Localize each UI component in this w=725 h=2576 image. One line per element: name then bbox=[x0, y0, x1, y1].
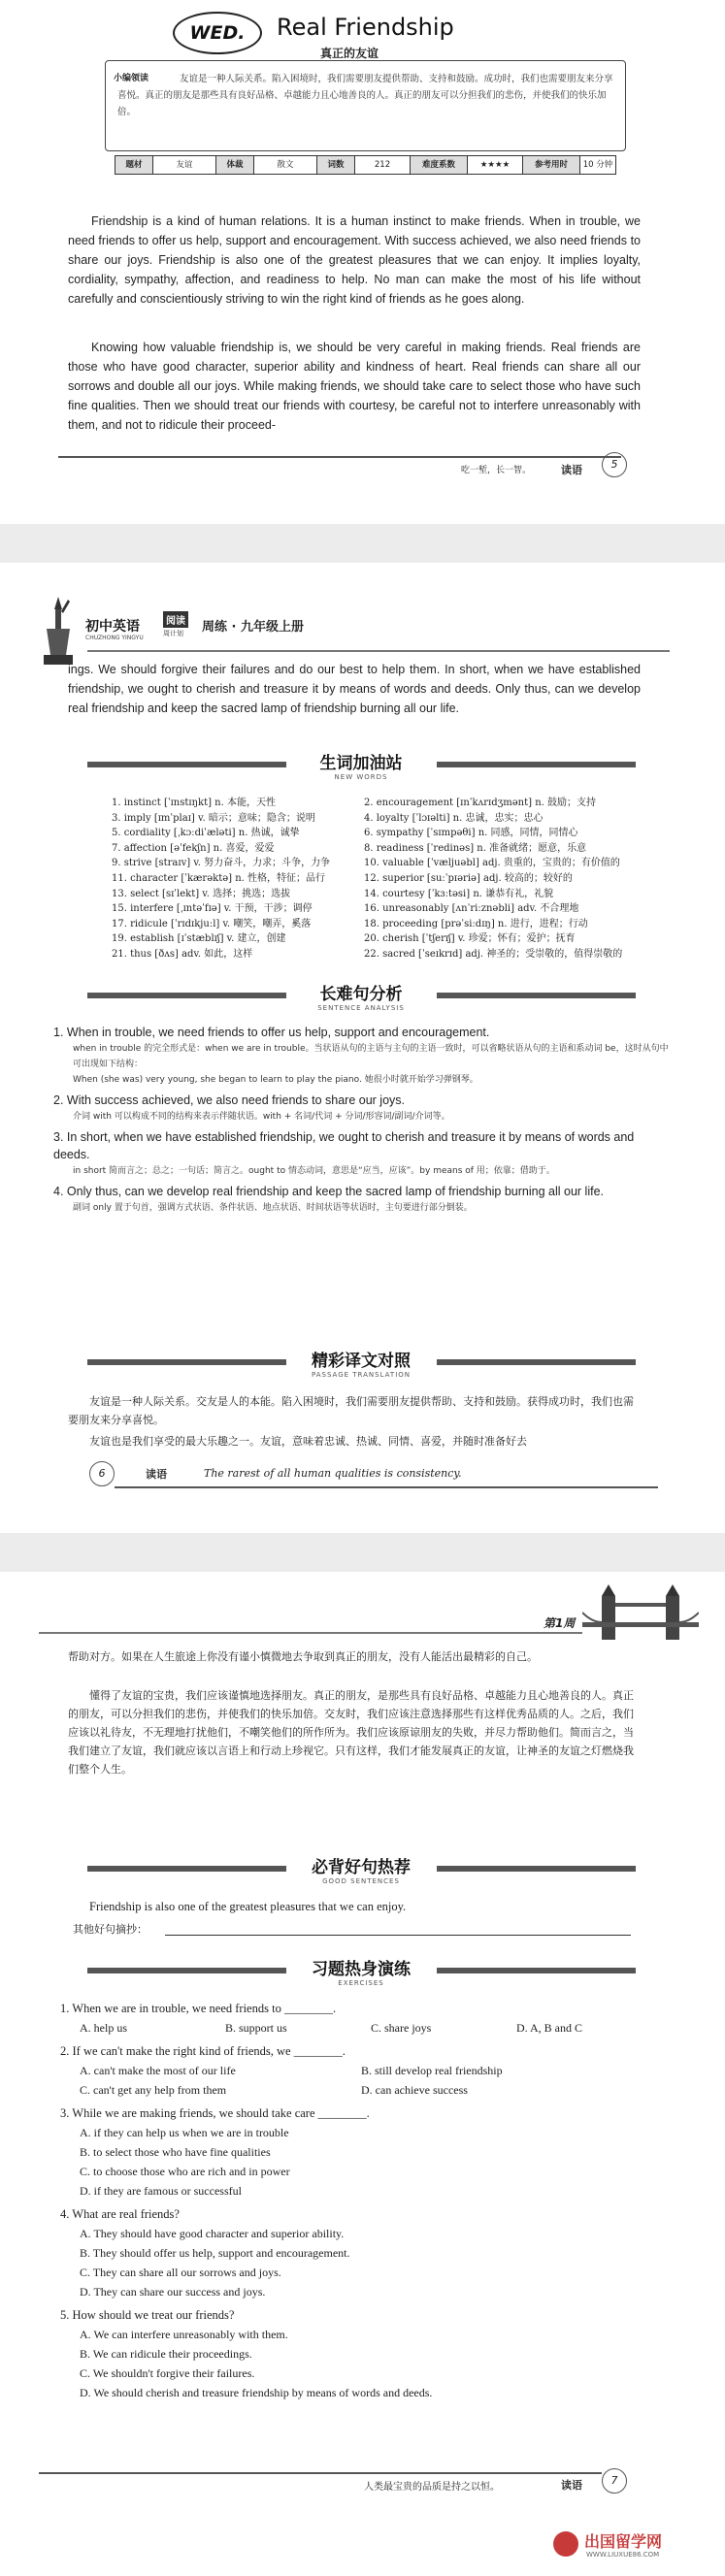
answer-option[interactable]: B. support us bbox=[225, 2021, 287, 2035]
page-3 bbox=[0, 1572, 725, 2576]
question-stem: 1. When we are in trouble, we need friends to ________. bbox=[60, 2002, 337, 2015]
info-value-genre: 散文 bbox=[253, 156, 316, 174]
answer-option[interactable]: C. They can share all our sorrows and joys. bbox=[80, 2266, 281, 2279]
good-other-line[interactable] bbox=[165, 1935, 631, 1936]
page-number bbox=[89, 1461, 115, 1486]
vocab-item: 1. instinct [ˈɪnstɪŋkt] n. 本能，天性 bbox=[112, 798, 276, 808]
footer-label: 读语 bbox=[561, 2479, 582, 2492]
vocab-item: 3. imply [ɪmˈplaɪ] v. 暗示；意味；隐含；说明 bbox=[112, 812, 315, 824]
intro-text: 友谊是一种人际关系。陷入困境时，我们需要朋友提供帮助、支持和鼓励。成功时，我们也需要朋友来分享喜悦。真正的朋友是那些具有良好品格、卓越能力且心地善良的人。真正的朋友可以分担我们的悲伤，并使我们的快乐加倍。 bbox=[117, 74, 613, 117]
article-para-1: Friendship is a kind of human relations. It is a human instinct to make friends. When in trouble, we need friends to offer us help, support and encouragement. With success achieved, we also need friends to share our joys. Friendship is also one of the greatest pleasures that we can enjoy. It implies loyalty, cordiality, sympathy, affection, and readiness to help. No man can make the most of his life without carefully and conscientiously striving to win the right kind of friends as he goes along. bbox=[68, 214, 641, 306]
footer-rule bbox=[58, 456, 621, 458]
analysis-note: in short 简而言之；总之；一句话；简言之。ought to 情态动词，意思是“应当，应该”。by means of 用；依靠；借助于。 bbox=[73, 1166, 555, 1176]
answer-option[interactable]: D. if they are famous or successful bbox=[80, 2184, 242, 2198]
answer-option[interactable]: B. They should offer us help, support and encouragement. bbox=[80, 2246, 350, 2260]
footer-rule bbox=[39, 2472, 602, 2474]
answer-option[interactable]: D. can achieve success bbox=[361, 2083, 468, 2097]
intro-box bbox=[105, 60, 626, 151]
vocab-subtitle: NEW WORDS bbox=[334, 773, 388, 781]
answer-option[interactable]: D. They can share our success and joys. bbox=[80, 2285, 266, 2299]
translation-header bbox=[87, 1347, 636, 1386]
analysis-header bbox=[87, 980, 636, 1019]
day-badge bbox=[173, 12, 262, 54]
answer-option[interactable]: D. We should cherish and treasure friendship by means of words and deeds. bbox=[80, 2386, 433, 2399]
analysis-subtitle: SENTENCE ANALYSIS bbox=[317, 1004, 405, 1012]
week-label: 第1周 bbox=[544, 1616, 576, 1630]
vocab-item: 21. thus [ðʌs] adv. 如此，这样 bbox=[112, 948, 253, 960]
article-para-2: Knowing how valuable friendship is, we should be very careful in making friends. Real friends are those who have good character, superior ability and kindness of heart. Real friends can share all our sorrows and double all our joys. While making friends, we should take care to select those who have such fine qualities. Then we should treat our friends with courtesy, be careful not to interfere unreasonably with them, and not to ridicule their proceed- bbox=[68, 341, 641, 432]
statue-of-liberty-icon bbox=[29, 592, 87, 669]
vocab-item: 7. affection [əˈfekʃn] n. 喜爱，爱爱 bbox=[112, 842, 275, 854]
header-rule bbox=[87, 650, 670, 652]
answer-option[interactable]: C. share joys bbox=[371, 2021, 432, 2035]
analysis-sentence: 1. When in trouble, we need friends to offer us help, support and encouragement. bbox=[53, 1026, 490, 1039]
page-number-value: 6 bbox=[98, 1467, 106, 1480]
translation-para-2: 友谊也是我们享受的最大乐趣之一。友谊，意味着忠诚、热诚、同情、喜爱，并随时准备好去 bbox=[89, 1435, 527, 1448]
footer-label: 读语 bbox=[561, 464, 582, 476]
watermark-logo-icon bbox=[553, 2531, 578, 2557]
analysis-item bbox=[53, 1024, 670, 1088]
exercise-question bbox=[60, 2204, 652, 2301]
exercises-subtitle: EXERCISES bbox=[338, 1979, 384, 1987]
answer-option[interactable]: C. We shouldn't forgive their failures. bbox=[80, 2366, 255, 2380]
vocab-item: 20. cherish [ˈtʃerɪʃ] v. 珍爱；怀有；爱护；抚育 bbox=[364, 933, 576, 945]
page-2 bbox=[0, 563, 725, 1533]
info-label-words: 词数 bbox=[316, 156, 354, 174]
watermark-url: WWW.LIUXUE86.COM bbox=[586, 2551, 660, 2559]
analysis-item bbox=[53, 1092, 670, 1125]
exercises-title: 习题热身演练 bbox=[312, 1960, 411, 1979]
answer-option[interactable]: A. help us bbox=[80, 2021, 127, 2035]
vocab-item: 8. readiness [ˈredinəs] n. 准备就绪；愿意，乐意 bbox=[364, 842, 587, 854]
info-label-genre: 体裁 bbox=[215, 156, 253, 174]
info-label-topic: 题材 bbox=[115, 156, 152, 174]
vocab-item: 11. character [ˈkærəktə] n. 性格，特征；品行 bbox=[112, 872, 326, 884]
question-options bbox=[60, 2325, 652, 2402]
watermark bbox=[553, 2527, 718, 2566]
answer-option[interactable]: B. We can ridicule their proceedings. bbox=[80, 2347, 252, 2361]
vocab-item: 18. proceeding [prəˈsiːdɪŋ] n. 进行，进程；行动 bbox=[364, 918, 588, 929]
analysis-title: 长难句分析 bbox=[319, 985, 403, 1004]
vocab-item: 16. unreasonably [ʌnˈriːznəbli] adv. 不合理地 bbox=[364, 903, 579, 915]
vocab-item: 17. ridicule [ˈrɪdɪkjuːl] v. 嘲笑，嘲弄，奚落 bbox=[112, 918, 312, 929]
answer-option[interactable]: A. can't make the most of our life bbox=[80, 2064, 236, 2077]
page-number-value: 7 bbox=[610, 2474, 618, 2487]
vocab-column-left bbox=[112, 796, 364, 962]
watermark-text: 出国留学网 bbox=[584, 2532, 663, 2551]
page-number bbox=[602, 452, 627, 477]
answer-option[interactable]: C. to choose those who are rich and in power bbox=[80, 2165, 290, 2178]
analysis-note: 副词 only 置于句首，强调方式状语、条件状语、地点状语、时间状语等状语时，主句要进行部分倒装。 bbox=[73, 1203, 473, 1213]
article-subtitle: 真正的友谊 bbox=[320, 47, 379, 60]
analysis-item bbox=[53, 1128, 670, 1179]
info-label-difficulty: 难度系数 bbox=[410, 156, 467, 174]
question-options bbox=[60, 2123, 652, 2201]
good-sentences-title: 必背好句热荐 bbox=[312, 1858, 411, 1877]
good-sentences-subtitle: GOOD SENTENCES bbox=[322, 1877, 400, 1885]
analysis-sentence: 3. In short, when we have established friendship, we ought to cherish and treasure it by means of words and deeds. bbox=[53, 1130, 635, 1161]
header-title: 初中英语 bbox=[85, 619, 140, 635]
footer-quote: The rarest of all human qualities is consistency. bbox=[204, 1467, 462, 1480]
day-label: WED. bbox=[189, 22, 246, 44]
translation-para-1: 友谊是一种人际关系。交友是人的本能。陷入困境时，我们需要朋友提供帮助、支持和鼓励。获得成功时，我们也需要朋友来分享喜悦。 bbox=[68, 1395, 634, 1426]
vocab-title: 生词加油站 bbox=[319, 754, 403, 773]
translation-subtitle: PASSAGE TRANSLATION bbox=[311, 1371, 412, 1379]
header-series: 阅读 bbox=[163, 611, 188, 628]
analysis-note: 介词 with 可以构成不同的结构来表示伴随状语。with + 名词/代词 + 分词/形容词/副词/介词等。 bbox=[73, 1112, 450, 1122]
analysis-list bbox=[53, 1024, 670, 1220]
exercise-question bbox=[60, 2305, 652, 2402]
info-bar bbox=[115, 155, 616, 175]
answer-option[interactable]: D. A, B and C bbox=[516, 2021, 583, 2035]
vocab-item: 14. courtesy [ˈkɜːtəsi] n. 谦恭有礼，礼貌 bbox=[364, 888, 554, 899]
editor-label: 小编领读 bbox=[114, 74, 149, 83]
good-other-label: 其他好句摘抄： bbox=[73, 1923, 148, 1936]
vocab-item: 9. strive [straɪv] v. 努力奋斗，力求；斗争，力争 bbox=[112, 858, 331, 869]
answer-option[interactable]: B. to select those who have fine qualities bbox=[80, 2145, 271, 2159]
question-options bbox=[60, 2224, 652, 2301]
analysis-sentence: 4. Only thus, can we develop real friendship and keep the sacred lamp of friendship burning all our life. bbox=[53, 1185, 604, 1198]
footer-motto: 吃一堑，长一智。 bbox=[461, 466, 532, 475]
question-stem: 5. How should we treat our friends? bbox=[60, 2308, 235, 2322]
vocab-item: 22. sacred [ˈseɪkrɪd] adj. 神圣的；受崇敬的，值得崇敬的 bbox=[364, 948, 623, 960]
analysis-note: when in trouble 的完全形式是：when we are in trouble。当状语从句的主语与主句的主语一致时，可以省略状语从句的主语和系动词 be，这时从句中可出现如下结构： bbox=[73, 1044, 669, 1069]
answer-option[interactable]: A. if they can help us when we are in trouble bbox=[80, 2126, 289, 2139]
footer-label: 读语 bbox=[146, 1468, 167, 1481]
exercises-header bbox=[87, 1955, 636, 1994]
translation-para-3: 懂得了友谊的宝贵，我们应该谨慎地选择朋友。真正的朋友，是那些具有良好品格、卓越能力且心地善良的人。真正的朋友，可以分担我们的悲伤，并使我们的快乐加倍。交友时，我们应该注意选择那些有这样优秀品质的人。之后，我们应该以礼待友，不无理地打扰他们，不嘲笑他们的所作所为。我们应该原谅朋友的失败，并尽力帮助他们。简而言之，当我们建立了友谊，我们就应该以言语上和行动上珍视它。只有这样，我们才能发展真正的友谊，让神圣的友谊之灯燃烧我们整个人生。 bbox=[68, 1689, 634, 1776]
vocab-item: 12. superior [suːˈpɪəriə] adj. 较高的；较好的 bbox=[364, 872, 573, 884]
analysis-item bbox=[53, 1183, 670, 1216]
page-number-value: 5 bbox=[610, 458, 618, 471]
header-rule bbox=[39, 1632, 582, 1634]
vocab-item: 5. cordiality [ˌkɔːdiˈæləti] n. 热诚，诚挚 bbox=[112, 828, 300, 839]
info-label-time: 参考用时 bbox=[522, 156, 579, 174]
vocab-item: 15. interfere [ˌɪntəˈfɪə] v. 干预，干涉；调停 bbox=[112, 903, 313, 915]
info-value-topic: 友谊 bbox=[152, 156, 215, 174]
tower-bridge-icon bbox=[582, 1581, 699, 1649]
answer-option[interactable]: B. still develop real friendship bbox=[361, 2064, 503, 2077]
question-options bbox=[60, 2061, 652, 2100]
vocab-item: 2. encouragement [ɪnˈkʌrɪdʒmənt] n. 鼓励；支持 bbox=[364, 798, 596, 808]
header-brand: CHUZHONG YINGYU bbox=[85, 635, 144, 641]
analysis-note: When (she was) very young, she began to learn to play the piano. 她很小时就开始学习弹钢琴。 bbox=[73, 1075, 478, 1085]
page-gap bbox=[0, 524, 725, 563]
vocab-column-right bbox=[364, 796, 631, 962]
vocab-item: 19. establish [ɪˈstæblɪʃ] v. 建立，创建 bbox=[112, 933, 286, 945]
exercise-question bbox=[60, 2041, 652, 2100]
vocab-header bbox=[87, 749, 636, 788]
article-continuation: ings. We should forgive their failures and do our best to help them. In short, when we have established friendship, we ought to cherish and treasure it by means of words and deeds. Only thus, can we develop real friendship and keep the sacred lamp of friendship burning all our life. bbox=[68, 663, 641, 715]
translation-title: 精彩译文对照 bbox=[312, 1352, 411, 1371]
question-stem: 4. What are real friends? bbox=[60, 2207, 180, 2221]
page-1 bbox=[0, 0, 725, 524]
answer-option[interactable]: C. can't get any help from them bbox=[80, 2083, 227, 2097]
info-value-difficulty: ★★★★ bbox=[467, 156, 522, 174]
page-gap bbox=[0, 1533, 725, 1572]
answer-option[interactable]: A. We can interfere unreasonably with them. bbox=[80, 2328, 288, 2341]
vocab-item: 10. valuable [ˈvæljuəbl] adj. 贵重的，宝贵的；有价值的 bbox=[364, 858, 620, 869]
translation-continuation: 帮助对方。如果在人生旅途上你没有谨小慎微地去争取到真正的朋友，没有人能活出最精彩的自己。 bbox=[68, 1650, 538, 1663]
info-value-time: 10 分钟 bbox=[579, 156, 615, 174]
question-stem: 3. While we are making friends, we should take care ________. bbox=[60, 2106, 370, 2120]
good-sentence: Friendship is also one of the greatest pleasures that we can enjoy. bbox=[89, 1900, 407, 1913]
info-value-words: 212 bbox=[354, 156, 410, 174]
page-number bbox=[602, 2468, 627, 2494]
vocab-list bbox=[112, 796, 626, 970]
header-edition: 周练 · 九年级上册 bbox=[202, 620, 304, 635]
question-options bbox=[60, 2018, 652, 2038]
exercise-list bbox=[60, 1999, 652, 2406]
vocab-item: 6. sympathy [ˈsɪmpəθi] n. 同感，同情，同情心 bbox=[364, 828, 578, 839]
question-stem: 2. If we can't make the right kind of friends, we ________. bbox=[60, 2044, 346, 2058]
footer-motto: 人类最宝贵的品质是持之以恒。 bbox=[364, 2482, 500, 2493]
footer-rule bbox=[115, 1486, 658, 1488]
good-sentences-header bbox=[87, 1853, 636, 1892]
vocab-item: 13. select [sɪˈlekt] v. 选择；挑选；选拔 bbox=[112, 888, 291, 899]
exercise-question bbox=[60, 1999, 652, 2038]
header-sub: 周计划 bbox=[163, 630, 183, 637]
exercise-question bbox=[60, 2103, 652, 2201]
vocab-item: 4. loyalty [ˈlɔɪəlti] n. 忠诚，忠实；忠心 bbox=[364, 812, 544, 824]
article-title: Real Friendship bbox=[277, 14, 454, 41]
analysis-sentence: 2. With success achieved, we also need friends to share our joys. bbox=[53, 1093, 405, 1107]
answer-option[interactable]: A. They should have good character and superior ability. bbox=[80, 2227, 345, 2240]
